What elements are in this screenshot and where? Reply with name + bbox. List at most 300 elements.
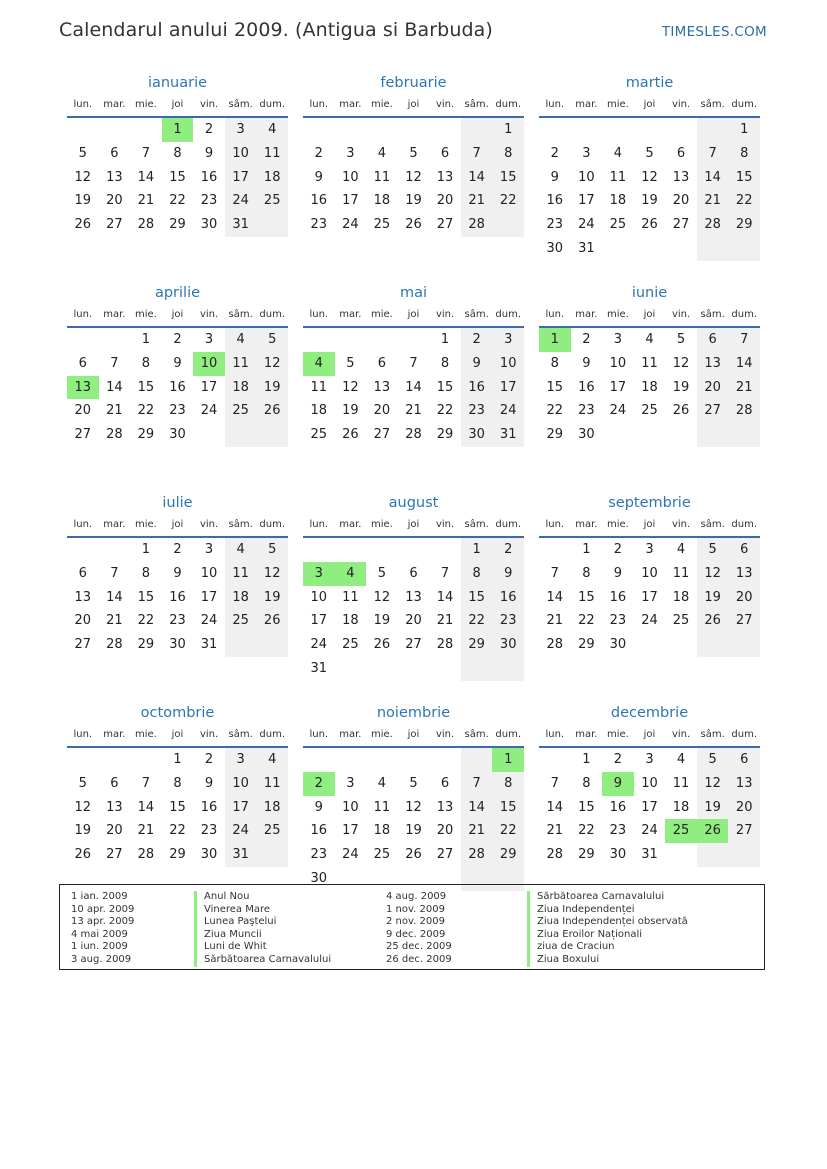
day-cell: 2 [173,542,182,557]
empty-day-cell [303,748,335,772]
day-cell: 28 [405,427,422,443]
month-name: septembrie [608,495,691,511]
day-cell: 30 [310,870,328,886]
day-cell: 17 [641,589,658,605]
day-cell: 1 [141,542,151,557]
day-cell: 24 [609,403,627,419]
holiday-day-cell: 13 [67,376,99,400]
day-cell: 28 [697,213,729,237]
empty-day-cell [335,118,367,142]
empty-day-cell [256,213,288,237]
days-grid [303,118,524,237]
day-cell: 12 [405,799,422,815]
empty-day-cell [99,748,131,772]
day-cell: 15 [578,589,595,605]
day-cell: 7 [550,775,559,791]
weekday-label: joi [171,519,184,530]
day-cell: 6 [377,355,387,371]
weekday-header [67,724,288,748]
day-cell: 14 [697,166,729,190]
day-cell: 23 [200,193,218,209]
weekday-label: vin. [199,309,219,320]
day-cell: 31 [492,423,524,447]
day-cell: 8 [461,562,493,586]
weekday-label: mie. [134,729,157,740]
day-cell: 11 [225,352,257,376]
day-cell: 31 [578,240,595,256]
weekday-label: lun. [309,519,329,530]
day-cell: 5 [256,328,288,352]
day-cell: 5 [697,748,729,772]
day-cell: 17 [200,589,218,605]
days-grid [303,538,524,681]
empty-day-cell [461,657,493,681]
day-cell: 5 [78,775,87,791]
day-cell: 13 [106,169,123,185]
day-cell: 27 [436,217,454,233]
weekday-label: dum. [495,519,521,530]
weekday-label: sâm. [228,99,253,110]
day-cell: 15 [436,379,454,395]
empty-day-cell [99,538,131,562]
empty-day-cell [303,328,335,352]
empty-day-cell [398,748,430,772]
day-cell: 5 [346,355,355,371]
legend-holiday-name: ziua de Craciun [527,941,688,954]
day-cell: 8 [582,775,591,791]
day-cell: 5 [409,775,418,791]
day-cell: 25 [609,217,627,233]
day-cell: 25 [225,609,257,633]
day-cell: 19 [342,403,359,419]
empty-day-cell [697,237,729,261]
day-cell: 22 [728,189,760,213]
days-grid [67,538,288,657]
day-cell: 13 [74,589,92,605]
day-cell: 6 [697,328,729,352]
day-cell: 30 [461,423,493,447]
day-cell: 27 [436,847,454,863]
day-cell: 16 [492,586,524,610]
legend-holiday-name: Luni de Whit [194,941,331,954]
day-cell: 14 [106,379,123,395]
day-cell: 17 [200,379,218,395]
day-cell: 31 [225,213,257,237]
day-cell: 4 [225,328,257,352]
day-cell: 19 [373,613,391,629]
empty-day-cell [697,843,729,867]
day-cell: 30 [609,847,627,863]
day-cell: 27 [728,819,760,843]
day-cell: 27 [74,637,92,653]
day-cell: 22 [436,403,454,419]
day-cell: 8 [173,775,182,791]
weekday-label: lun. [73,309,93,320]
day-cell: 26 [405,847,422,863]
day-cell: 14 [461,796,493,820]
empty-day-cell [429,538,461,562]
legend-date: 10 apr. 2009 [71,903,135,915]
day-cell: 21 [106,403,123,419]
day-cell: 6 [78,355,87,371]
day-cell: 17 [225,166,257,190]
day-cell: 7 [461,772,493,796]
day-cell: 8 [141,355,151,371]
empty-day-cell [398,657,430,681]
empty-day-cell [256,843,288,867]
empty-day-cell [461,118,493,142]
day-cell: 17 [578,193,595,209]
day-cell: 24 [641,823,658,839]
day-cell: 28 [106,637,123,653]
day-cell: 6 [409,565,418,581]
empty-day-cell [665,423,697,447]
day-cell: 26 [256,609,288,633]
empty-day-cell [728,843,760,867]
day-cell: 10 [609,355,627,371]
day-cell: 6 [440,775,450,791]
legend-names-right [527,891,688,967]
day-cell: 24 [492,399,524,423]
day-cell: 2 [461,328,493,352]
empty-day-cell [429,118,461,142]
days-grid [303,748,524,891]
day-cell: 30 [200,847,218,863]
day-cell: 27 [697,399,729,423]
day-cell: 10 [578,169,595,185]
empty-day-cell [398,118,430,142]
empty-day-cell [99,328,131,352]
day-cell: 6 [78,565,87,581]
month-aprilie [67,282,288,492]
weekday-label: joi [407,99,420,110]
legend-holiday-name: Anul Nou [194,891,331,904]
day-cell: 18 [373,823,391,839]
legend-date: 13 apr. 2009 [71,916,135,928]
day-cell: 3 [613,332,623,347]
day-cell: 14 [728,352,760,376]
day-cell: 6 [440,145,450,161]
day-cell: 29 [436,427,454,443]
day-cell: 12 [256,562,288,586]
day-cell: 11 [342,589,359,605]
weekday-label: mar. [103,309,126,320]
empty-day-cell [130,748,162,772]
day-cell: 29 [578,637,595,653]
day-cell: 20 [436,193,454,209]
empty-day-cell [665,118,697,142]
day-cell: 22 [578,823,595,839]
empty-day-cell [225,423,257,447]
day-cell: 19 [74,193,92,209]
holiday-day-cell: 1 [539,328,571,352]
day-cell: 2 [582,332,591,347]
day-cell: 26 [697,609,729,633]
holiday-day-cell: 4 [335,562,367,586]
months-grid [67,72,761,912]
day-cell: 10 [342,799,359,815]
day-cell: 28 [106,427,123,443]
legend-holiday-name: Ziua Independenței observată [527,916,688,929]
day-cell: 28 [546,637,564,653]
day-cell: 30 [492,633,524,657]
weekday-label: joi [643,309,656,320]
month-octombrie [67,702,288,912]
weekday-label: sâm. [228,519,253,530]
day-cell: 20 [728,796,760,820]
weekday-label: mie. [370,519,393,530]
day-cell: 9 [314,169,323,185]
empty-day-cell [539,538,571,562]
month-name: martie [625,75,674,91]
day-cell: 23 [200,823,218,839]
day-cell: 20 [436,823,454,839]
empty-day-cell [366,118,398,142]
weekday-header [303,304,524,328]
day-cell: 18 [373,193,391,209]
legend-date: 1 iun. 2009 [71,941,128,953]
day-cell: 27 [106,847,123,863]
day-cell: 9 [204,775,214,791]
day-cell: 9 [461,352,493,376]
empty-day-cell [67,748,99,772]
day-cell: 23 [310,847,328,863]
holiday-day-cell: 4 [303,352,335,376]
day-cell: 13 [373,379,391,395]
empty-day-cell [665,237,697,261]
day-cell: 23 [461,399,493,423]
weekday-header [303,724,524,748]
holiday-day-cell: 9 [602,772,634,796]
day-cell: 15 [578,799,595,815]
day-cell: 14 [461,166,493,190]
legend-date: 9 dec. 2009 [386,928,446,940]
day-cell: 17 [310,613,328,629]
weekday-label: vin. [671,729,691,740]
legend-date: 3 aug. 2009 [71,953,132,965]
weekday-label: vin. [435,99,455,110]
weekday-label: joi [643,519,656,530]
month-decembrie [539,702,760,912]
day-cell: 7 [461,142,493,166]
day-cell: 25 [672,613,690,629]
day-cell: 19 [641,193,658,209]
weekday-label: mar. [575,519,598,530]
holiday-day-cell: 3 [303,562,335,586]
empty-day-cell [335,538,367,562]
legend-holiday-name: Ziua Muncii [194,929,331,942]
empty-day-cell [67,328,99,352]
day-cell: 22 [492,189,524,213]
weekday-label: lun. [545,519,565,530]
day-cell: 3 [492,328,524,352]
empty-day-cell [602,237,634,261]
day-cell: 29 [728,213,760,237]
page-title: Calendarul anului 2009. (Antigua si Barbuda) [59,19,493,41]
weekday-label: lun. [545,309,565,320]
day-cell: 2 [613,542,623,557]
legend-holiday-name: Sărbătoarea Carnavalului [194,954,331,967]
day-cell: 18 [225,376,257,400]
weekday-label: mar. [339,99,362,110]
day-cell: 7 [110,565,119,581]
day-cell: 25 [256,819,288,843]
day-cell: 31 [641,847,658,863]
day-cell: 9 [613,565,623,581]
day-cell: 28 [546,847,564,863]
day-cell: 29 [169,847,186,863]
day-cell: 2 [613,752,623,767]
empty-day-cell [398,328,430,352]
day-cell: 27 [106,217,123,233]
day-cell: 28 [461,843,493,867]
day-cell: 24 [310,637,328,653]
day-cell: 9 [550,169,559,185]
day-cell: 16 [310,193,328,209]
day-cell: 9 [173,355,182,371]
day-cell: 26 [641,217,658,233]
day-cell: 25 [342,637,359,653]
legend-holiday-name: Ziua Eroilor Naționali [527,929,688,942]
day-cell: 8 [492,142,524,166]
day-cell: 29 [461,633,493,657]
weekday-label: mie. [134,309,157,320]
day-cell: 1 [173,752,182,767]
day-cell: 23 [169,613,186,629]
day-cell: 24 [641,613,658,629]
legend-date: 1 ian. 2009 [71,891,128,902]
weekday-label: sâm. [700,729,725,740]
weekday-label: vin. [435,729,455,740]
weekday-label: vin. [199,99,219,110]
legend-holiday-name: Sărbătoarea Carnavalului [527,891,688,904]
weekday-label: lun. [309,309,329,320]
empty-day-cell [539,748,571,772]
day-cell: 26 [373,637,391,653]
month-august [303,492,524,702]
day-cell: 27 [672,217,690,233]
weekday-header [303,94,524,118]
day-cell: 21 [106,613,123,629]
empty-day-cell [256,423,288,447]
day-cell: 23 [609,823,627,839]
weekday-label: mar. [103,519,126,530]
day-cell: 18 [342,613,359,629]
month-iulie [67,492,288,702]
empty-day-cell [67,538,99,562]
weekday-label: sâm. [700,519,725,530]
day-cell: 2 [204,122,214,137]
empty-day-cell [571,118,603,142]
day-cell: 30 [169,637,186,653]
day-cell: 16 [169,379,186,395]
day-cell: 2 [204,752,214,767]
day-cell: 29 [169,217,186,233]
day-cell: 12 [373,589,391,605]
day-cell: 14 [137,799,155,815]
weekday-label: sâm. [700,309,725,320]
day-cell: 5 [645,145,654,161]
legend-date: 2 nov. 2009 [386,916,445,928]
day-cell: 5 [377,565,387,581]
day-cell: 12 [641,169,658,185]
weekday-label: lun. [545,99,565,110]
holiday-day-cell: 26 [697,819,729,843]
weekday-label: joi [407,729,420,740]
weekday-label: vin. [671,309,691,320]
day-cell: 12 [256,352,288,376]
day-cell: 4 [676,542,686,557]
day-cell: 4 [613,145,623,161]
day-cell: 26 [405,217,422,233]
day-cell: 7 [141,145,151,161]
day-cell: 7 [110,355,119,371]
day-cell: 5 [256,538,288,562]
day-cell: 8 [492,772,524,796]
day-cell: 10 [641,565,658,581]
holiday-day-cell: 1 [162,118,194,142]
day-cell: 30 [200,217,218,233]
day-cell: 15 [492,166,524,190]
day-cell: 26 [672,403,690,419]
day-cell: 11 [373,169,391,185]
empty-day-cell [697,118,729,142]
month-februarie [303,72,524,282]
day-cell: 22 [546,403,564,419]
day-cell: 11 [672,775,690,791]
empty-day-cell [303,538,335,562]
day-cell: 28 [436,637,454,653]
day-cell: 1 [582,542,591,557]
day-cell: 22 [169,193,186,209]
weekday-label: vin. [199,729,219,740]
day-cell: 15 [546,379,564,395]
day-cell: 26 [74,217,92,233]
empty-day-cell [697,423,729,447]
day-cell: 14 [137,169,155,185]
day-cell: 7 [697,142,729,166]
day-cell: 21 [436,613,454,629]
empty-day-cell [303,118,335,142]
empty-day-cell [225,633,257,657]
day-cell: 10 [641,775,658,791]
day-cell: 1 [141,332,151,347]
day-cell: 12 [342,379,359,395]
day-cell: 10 [492,352,524,376]
days-grid [67,748,288,867]
weekday-label: mar. [575,99,598,110]
empty-day-cell [366,328,398,352]
weekday-label: mar. [339,309,362,320]
legend-date: 4 mai 2009 [71,928,128,940]
day-cell: 12 [74,799,92,815]
weekday-header [539,514,760,538]
day-cell: 8 [173,145,182,161]
day-cell: 7 [550,565,559,581]
day-cell: 10 [200,565,218,581]
day-cell: 18 [256,796,288,820]
month-septembrie [539,492,760,702]
day-cell: 31 [225,843,257,867]
day-cell: 20 [728,586,760,610]
empty-day-cell [492,657,524,681]
day-cell: 11 [225,562,257,586]
day-cell: 21 [137,193,155,209]
empty-day-cell [539,118,571,142]
day-cell: 19 [405,193,422,209]
brand-link[interactable]: TIMESLES.COM [661,24,767,40]
day-cell: 27 [74,427,92,443]
